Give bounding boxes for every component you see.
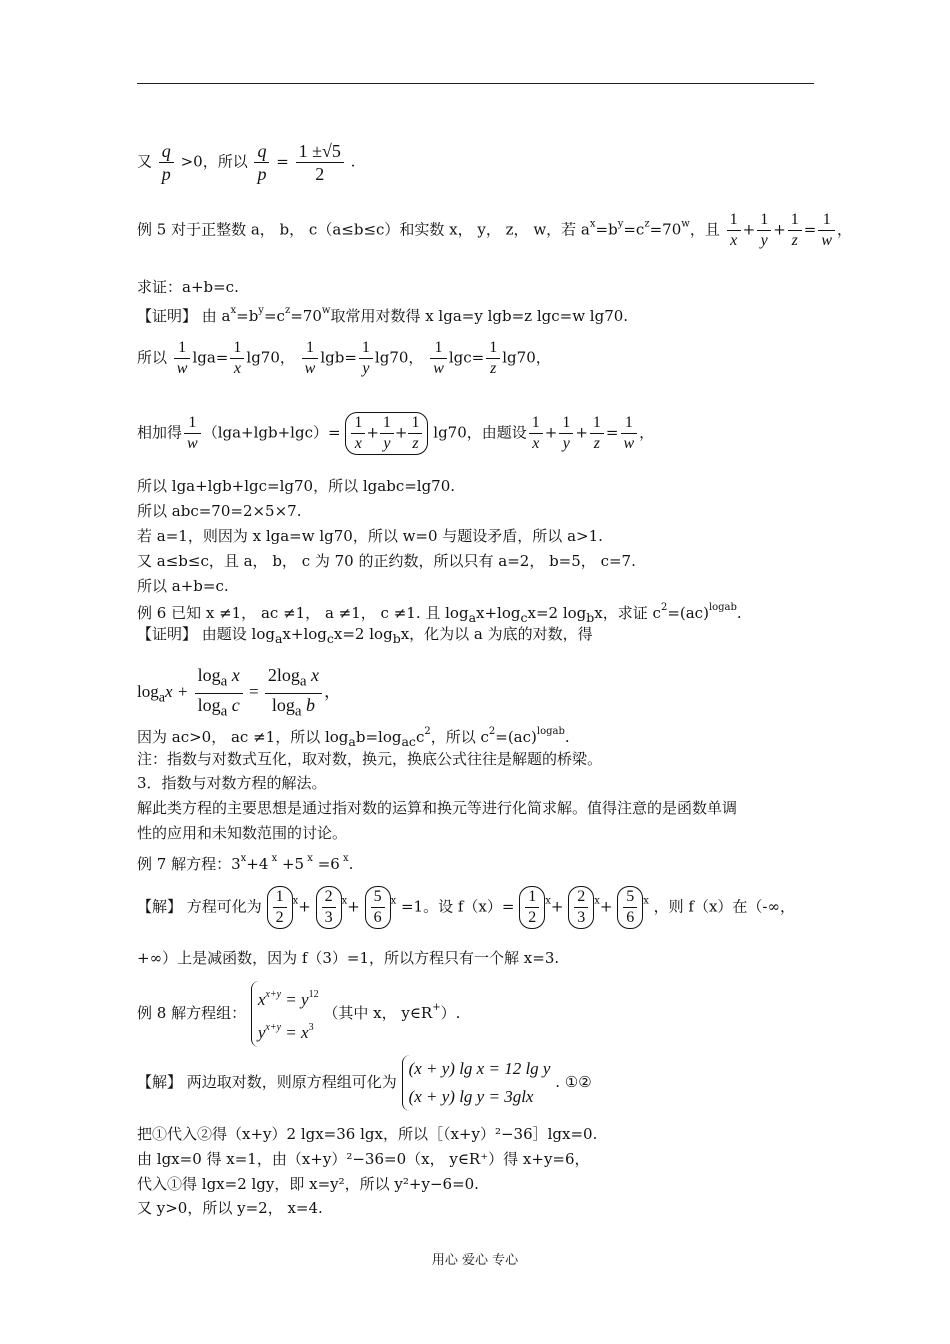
fraction-golden: $\frac{1 \pm√5}{2}$: [296, 140, 344, 185]
text-line: 代入①得 lgx=2 lgy，即 x=y²，所以 y²+y−6=0.: [137, 1175, 479, 1193]
proof-6-start: 【证明】 由题设 $\log_ax+\log_cx=2$ $\log_bx$，化为以 a 为底的对数，得: [137, 625, 593, 646]
text-line: 所以 abc=70=2×5×7.: [137, 502, 302, 520]
fraction-1-y: $\frac{1}{y}$: [757, 210, 771, 251]
proof-5-start: 【证明】 由 $a^x=b^y=c^z=70^w$取常用对数得 x lga=y lgb=z lgc=w lg70.: [137, 305, 629, 325]
fraction-1-w: $\frac{1}{w}$: [818, 210, 835, 251]
example-5-statement: 例 5 对于正整数 a， b， c（a≤b≤c）和实数 x， y， z， w，若 $a^x=b^y=c^z=70^w$，且 $\frac{1}{x}$ + $\frac{1}{y}$ + $\frac{1}{z}$ = $\frac{1}{w}$ ，: [137, 211, 853, 249]
text-line: 所以 lga+lgb+lgc=lg70，所以 lgabc=lg70.: [137, 477, 456, 495]
fraction-1-x: $\frac{1}{x}$: [727, 210, 741, 251]
text-line: 又 a≤b≤c，且 a， b， c 为 70 的正约数，所以只有 a=2， b=5， c=7.: [137, 552, 636, 570]
example-7-statement: 例 7 解方程：$3^x+4$ $^x$ +5 $^x$ =6 $^x$.: [137, 853, 354, 873]
text-line: 所以 a+b=c.: [137, 577, 229, 595]
text-line: +∞）上是减函数，因为 f（3）=1，所以方程只有一个解 x=3.: [137, 949, 560, 967]
parenthesis-group: $\frac{1}{x}$ + $\frac{1}{y}$ + $\frac{1}{z}$: [345, 412, 428, 455]
page-footer: 用心 爱心 专心: [431, 1253, 519, 1268]
text-line: 又 y>0，所以 y=2， x=4.: [137, 1199, 323, 1217]
section-heading: 3．指数与对数方程的解法。: [137, 774, 327, 792]
solution-7: 【解】 方程可化为 $\frac{1}{2}$ $^x$+ $\frac{2}{3}$ $^x$+ $\frac{5}{6}$ $^x$ =1。设 f（x）= $\frac{1}{2}$ $^x$+ $\frac{2}{3}$ $^x$+ $\frac{5}{6}$ $^x$ ，则 f（x）在（-∞，: [137, 886, 795, 929]
text-line: 由 lgx=0 得 x=1，由（x+y）²−36=0（x， y∈R⁺）得 x+y=6，: [137, 1150, 590, 1168]
log-equation: $\log_ax$ + $\frac{\log_a x}{\log_a c}$ = $\frac{2\log_a x}{\log_a b}$ ，: [137, 665, 342, 720]
fraction-q-p: $\frac{q}{p}$: [159, 140, 174, 185]
proof-5-sum: 相加得 $\frac{1}{w}$ （lga+lgb+lgc）= $\frac{1}{x}$ + $\frac{1}{y}$ + $\frac{1}{z}$ lg70，由题设 $\frac{1}{x}$ + $\frac{1}{y}$ + $\frac{1}{z}$ = $\frac{1}{w}$ ，: [137, 412, 654, 455]
proof-5-reciprocals: 所以 $\frac{1}{w}$ lga= $\frac{1}{x}$ lg70， $\frac{1}{w}$ lgb= $\frac{1}{y}$ lg70， $\frac{1}{w}$ lgc= $\frac{1}{z}$ lg70，: [137, 339, 551, 377]
text-line: 解此类方程的主要思想是通过指对数的运算和换元等进行化简求解。值得注意的是函数单调: [137, 799, 738, 817]
proof-6-end: 因为 ac>0， ac ≠1，所以 $\log_ab=\log_{ac}c^2$，所以 $c^2=(ac)^{logab}$.: [137, 726, 570, 749]
text-line: 若 a=1，则因为 x lga=w lg70，所以 w=0 与题设矛盾，所以 a>1.: [137, 527, 603, 545]
text: >0，所以: [180, 152, 248, 171]
solution-8-start: 【解】 两边取对数，则原方程组可化为 (x + y) lg x = 12 lg y (x + y) lg y = 3glx . ①②: [137, 1055, 592, 1111]
text-line: 性的应用和未知数范围的讨论。: [137, 824, 348, 842]
text-line: 注：指数与对数式互化，取对数，换元，换底公式往往是解题的桥梁。: [137, 750, 603, 768]
header-rule: [137, 83, 814, 84]
text-line: 把①代入②得（x+y）2 lgx=36 lgx，所以［（x+y）²−36］lgx=0.: [137, 1125, 598, 1143]
equation-system-brace: (x + y) lg x = 12 lg y (x + y) lg y = 3glx: [402, 1055, 551, 1111]
line-q-over-p: 又 $\frac{q}{p}$ >0，所以 $\frac{q}{p}$ = $\frac{1 \pm√5}{2}$ .: [137, 141, 356, 184]
fraction-q-p: $\frac{q}{p}$: [254, 140, 269, 185]
fraction-1-z: $\frac{1}{z}$: [788, 210, 802, 251]
example-8-statement: 例 8 解方程组： $x^{x+y} = y^{12}$ $y^{x+y} = x^3$ （其中 x， y∈R+）.: [137, 981, 460, 1047]
text-line: 求证：a+b=c.: [137, 278, 239, 296]
equation-system-brace: $x^{x+y} = y^{12}$ $y^{x+y} = x^3$: [251, 981, 319, 1047]
example-6-statement: 例 6 已知 x ≠1， ac ≠1， a ≠1， c ≠1. 且 $\log_ax+\log_cx=2$ $\log_bx$，求证 $c^2=(ac)^{logab}$.: [137, 602, 742, 625]
text: 又: [137, 152, 153, 171]
